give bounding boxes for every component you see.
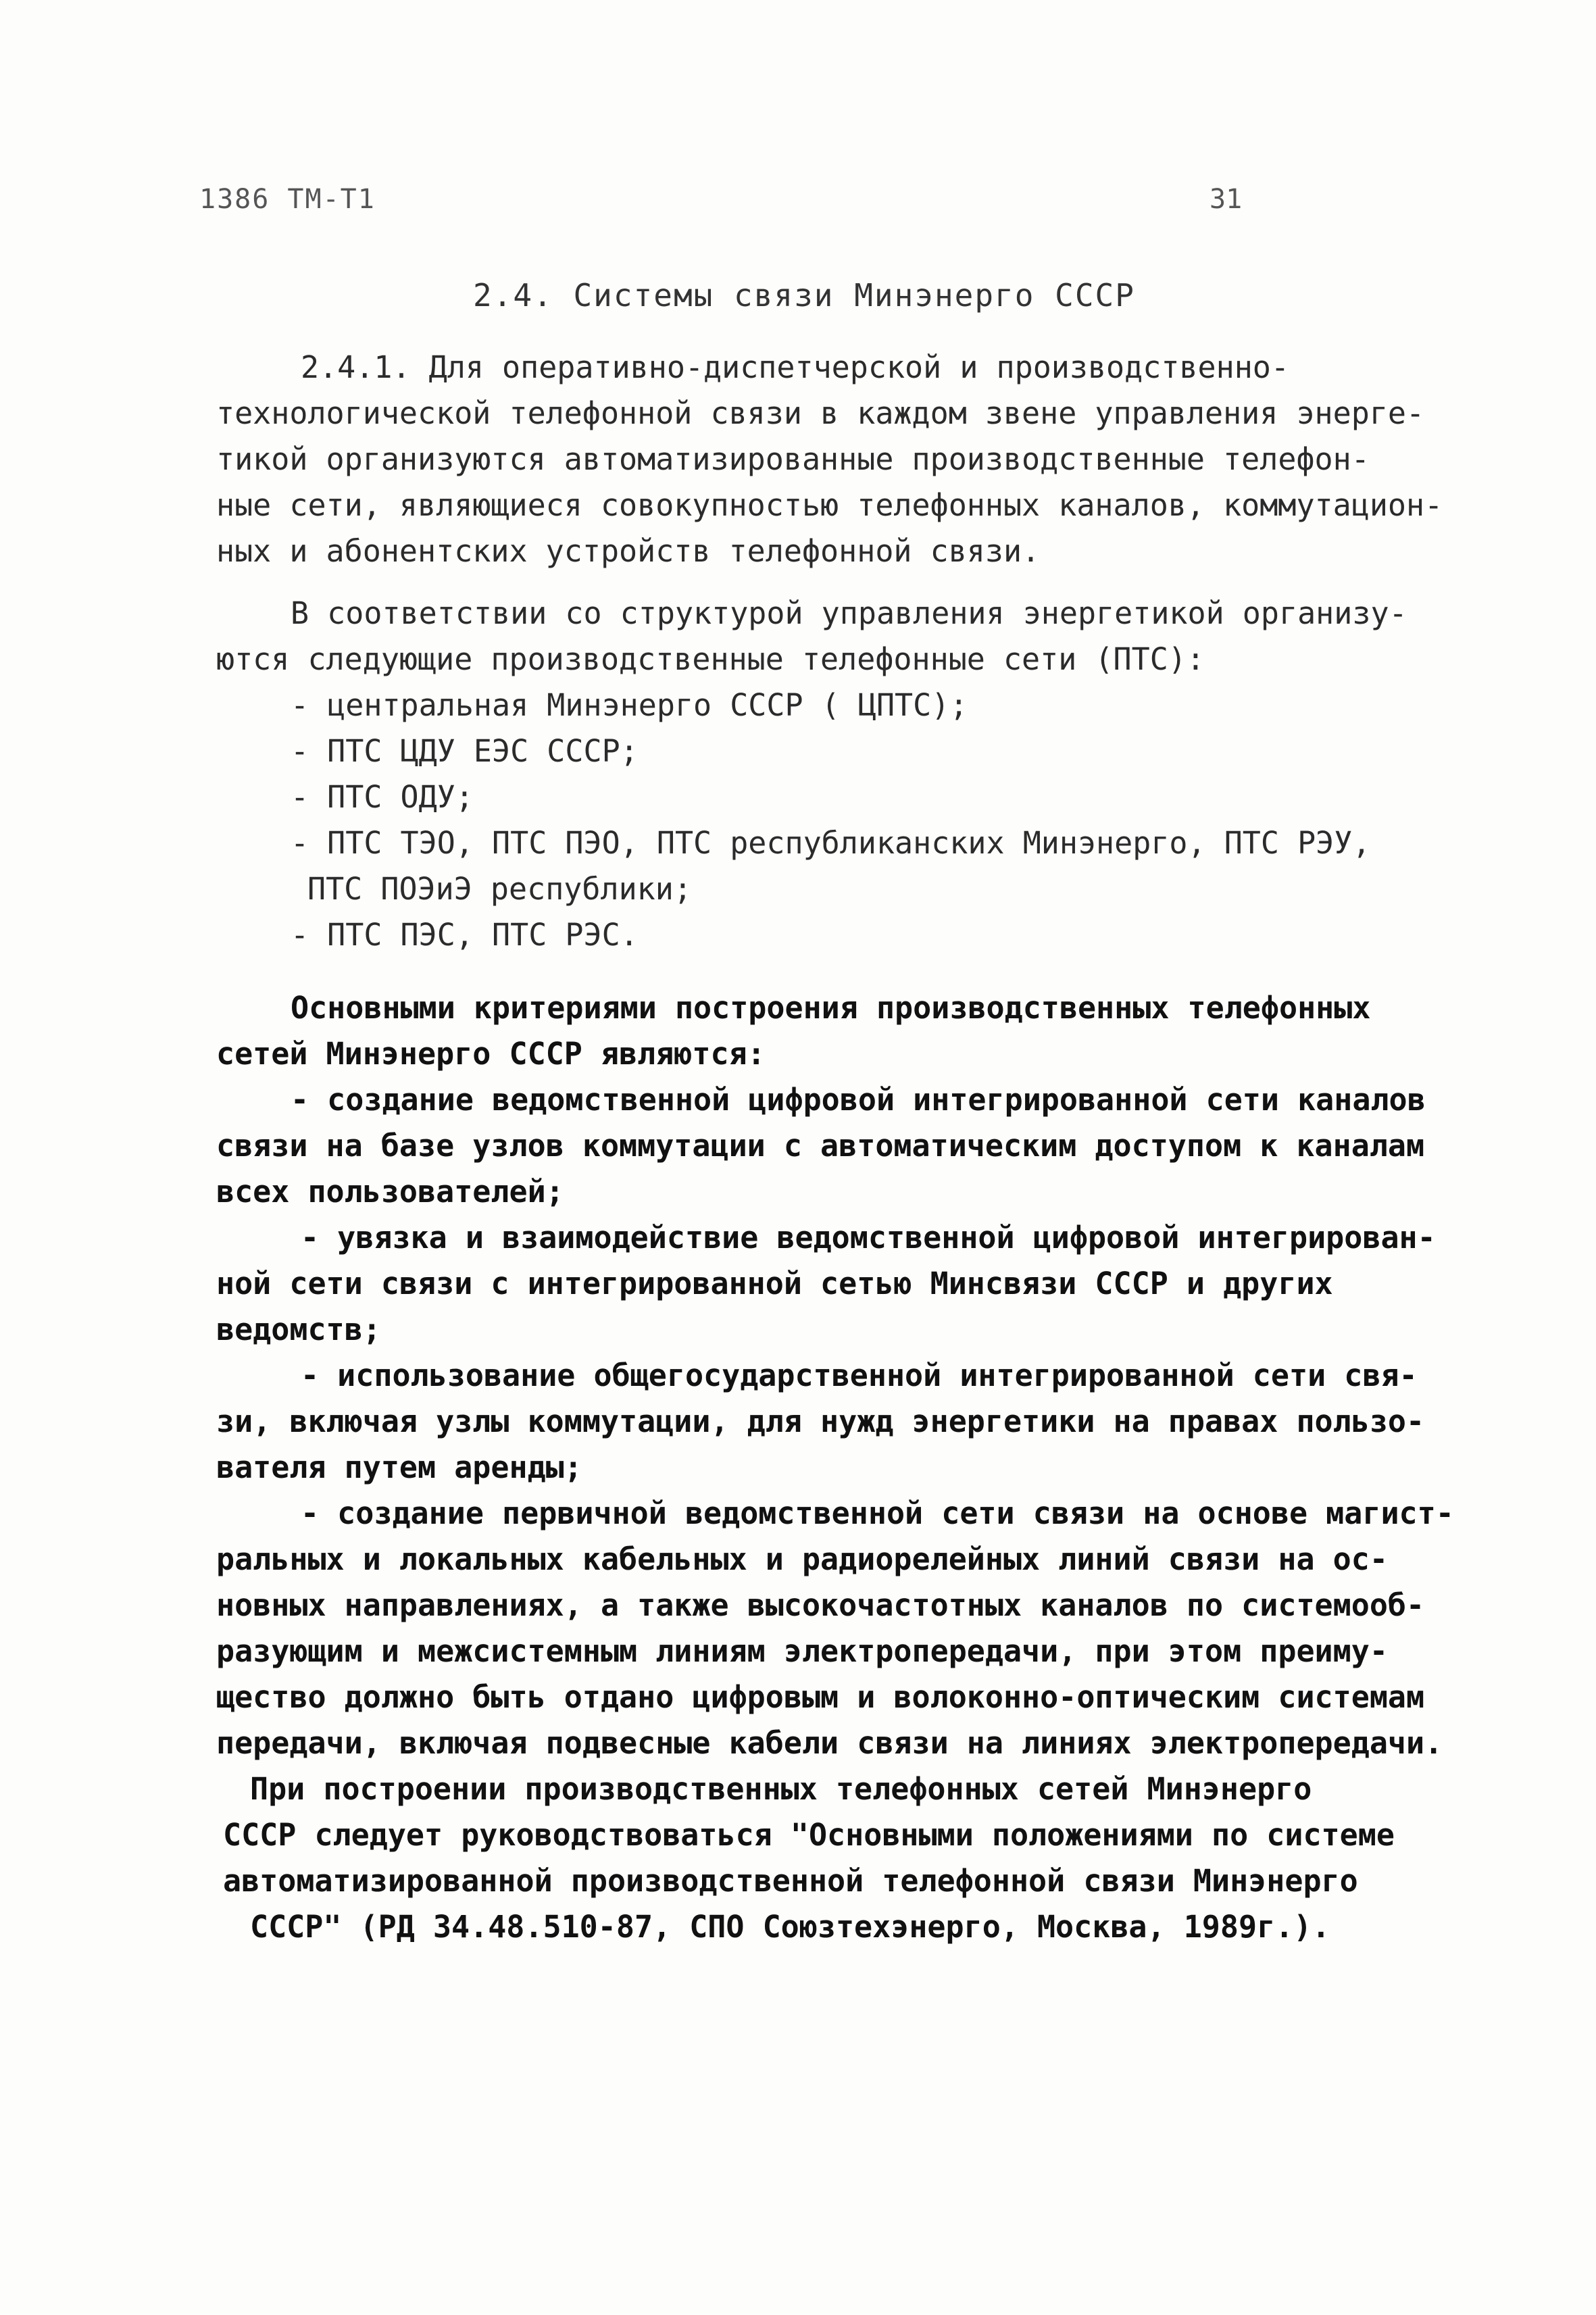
text-line: передачи, включая подвесные кабели связи на линиях электропередачи. [216,1725,1443,1761]
section-title: 2.4. Системы связи Минэнерго СССР [473,277,1135,314]
paragraph-reference [216,1766,1473,1950]
text-line: - создание первичной ведомственной сети связи на основе магист- [301,1495,1454,1531]
list-item: - центральная Минэнерго СССР ( ЦПТС); [291,687,968,723]
network-list [216,682,1473,958]
list-item: - ПТС ПЭС, ПТС РЭС. [291,917,639,953]
text-line: ной сети связи с интегрированной сетью Минсвязи СССР и других [216,1266,1333,1301]
paragraph-structure [216,591,1473,682]
text-line: ведомств; [216,1312,381,1347]
text-line: автоматизированной производственной телефонной связи Минэнерго [223,1863,1358,1899]
text-line: сетей Минэнерго СССР являются: [216,1036,766,1072]
text-line: зи, включая узлы коммутации, для нужд энергетики на правах пользо- [216,1403,1425,1439]
list-item: - ПТС ТЭО, ПТС ПЭО, ПТС республиканских Минэнерго, ПТС РЭУ, [291,825,1371,861]
text-line: ются следующие производственные телефонные сети (ПТС): [216,641,1205,677]
text-line: ных и абонентских устройств телефонной связи. [216,533,1041,569]
text-line: СССР следует руководствоваться "Основными положениями по системе [223,1817,1395,1853]
text-line: При построении производственных телефонных сетей Минэнерго [250,1771,1312,1807]
document-body [216,345,1473,1950]
text-line: - использование общегосударственной интегрированной сети свя- [301,1358,1418,1393]
document-code: 1386 ТМ-Т1 [199,184,376,215]
page-number: 31 [1210,184,1243,215]
text-line: - увязка и взаимодействие ведомственной цифровой интегрирован- [301,1220,1436,1255]
text-line: связи на базе узлов коммутации с автоматическим доступом к каналам [216,1128,1425,1164]
text-line: - создание ведомственной цифровой интегрированной сети каналов [291,1082,1426,1118]
text-line: тикой организуются автоматизированные производственные телефон- [216,441,1370,477]
text-line: разующим и межсистемным линиям электропередачи, при этом преиму- [216,1633,1388,1669]
text-line: 2.4.1. Для оперативно-диспетчерской и производственно- [301,349,1289,385]
text-line: ральных и локальных кабельных и радиорелейных линий связи на ос- [216,1541,1388,1577]
text-line: СССР" (РД 34.48.510-87, СПО Союзтехэнерго, Москва, 1989г.). [250,1909,1330,1945]
list-item: - ПТС ОДУ; [291,779,474,815]
paragraph-2-4-1 [216,345,1473,574]
text-line: Основными критериями построения производственных телефонных [291,990,1371,1026]
list-item: - ПТС ЦДУ ЕЭС СССР; [291,733,639,769]
text-line: технологической телефонной связи в каждом звене управления энерге- [216,395,1425,431]
text-line: вателя путем аренды; [216,1449,582,1485]
list-item: ПТС ПОЭиЭ республики; [307,871,692,907]
text-line: В соответствии со структурой управления энергетикой организу- [291,595,1407,631]
text-line: новных направлениях, а также высокочастотных каналов по системооб- [216,1587,1425,1623]
text-line: всех пользователей; [216,1174,564,1210]
paragraph-criteria [216,985,1473,1766]
text-line: щество должно быть отдано цифровым и волоконно-оптическим системам [216,1679,1425,1715]
text-line: ные сети, являющиеся совокупностью телефонных каналов, коммутацион- [216,487,1443,523]
